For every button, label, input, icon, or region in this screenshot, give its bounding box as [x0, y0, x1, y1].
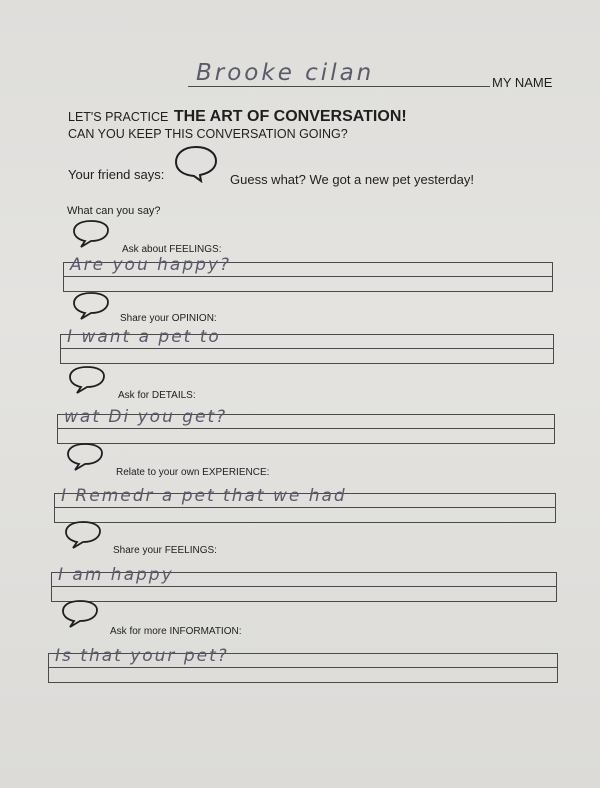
name-label: MY NAME — [492, 75, 553, 90]
title-prefix: LET'S PRACTICE — [68, 110, 169, 124]
answer-text: I am happy — [58, 565, 174, 585]
item-label: Ask for DETAILS: — [118, 390, 196, 401]
answer-text: wat Di you get? — [64, 407, 228, 427]
item-label: Ask about FEELINGS: — [122, 244, 222, 255]
answer-text: Is that your pet? — [55, 646, 229, 666]
answer-box — [60, 327, 554, 364]
page-title: THE ART OF CONVERSATION! — [173, 108, 407, 125]
answer-box — [57, 407, 555, 444]
name-line — [188, 86, 490, 87]
answer-text: I Remedr a pet that we had — [61, 486, 347, 506]
student-name: Brooke cilan — [196, 60, 375, 86]
speech-bubble-icon — [72, 291, 110, 321]
answer-box — [63, 255, 553, 292]
answer-text: I want a pet to — [67, 327, 221, 347]
speech-bubble-icon — [72, 219, 110, 249]
answer-box — [48, 646, 558, 683]
answer-box — [54, 486, 556, 523]
item-label: Share your OPINION: — [120, 313, 217, 324]
speech-bubble-icon — [61, 599, 99, 629]
item-label: Share your FEELINGS: — [113, 545, 217, 556]
speech-bubble-icon — [68, 365, 106, 395]
speech-bubble-icon — [64, 520, 102, 550]
item-label: Ask for more INFORMATION: — [110, 626, 242, 637]
friend-label: Your friend says: — [68, 167, 165, 182]
speech-bubble-icon — [66, 442, 104, 472]
item-label: Relate to your own EXPERIENCE: — [116, 467, 270, 478]
subtitle: CAN YOU KEEP THIS CONVERSATION GOING? — [68, 127, 348, 141]
answer-box — [51, 565, 557, 602]
title-line — [68, 108, 407, 126]
question-text: What can you say? — [67, 205, 161, 217]
speech-bubble-icon — [174, 145, 218, 183]
friend-quote: Guess what? We got a new pet yesterday! — [230, 172, 475, 187]
answer-text: Are you happy? — [70, 255, 231, 275]
